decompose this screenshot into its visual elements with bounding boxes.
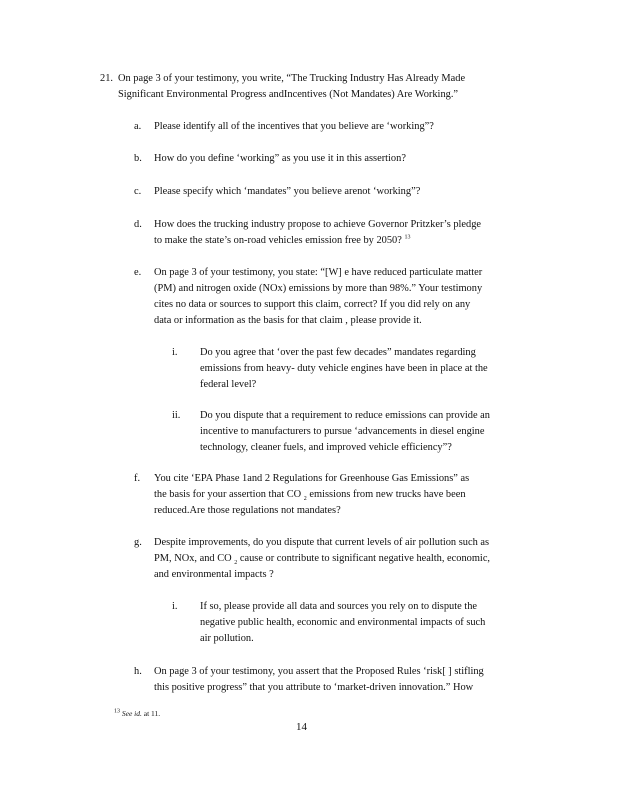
sub-question-label: i. (172, 347, 178, 358)
sub-question-text (154, 471, 529, 519)
sub-question-text (154, 265, 529, 329)
sub-question-line: (PM) and nitrogen oxide (NOx) emissions by more than 98%.” Your testimony (154, 283, 483, 294)
subscript: 2 (234, 560, 238, 567)
sub-question-line: On page 3 of your testimony, you assert that the Proposed Rules ‘risk[ ] stifling (154, 666, 484, 677)
sub-question-line: this positive progress” that you attribute to ‘market-driven innovation.” How (154, 682, 474, 693)
sub-question-text (200, 408, 530, 456)
sub-question-line-text: emissions from new trucks have been (309, 489, 466, 500)
sub-question-line: emissions from heavy- duty vehicle engines have been in place at the (200, 363, 488, 374)
sub-question-label: h. (134, 666, 142, 677)
subscript: 2 (303, 496, 307, 503)
sub-question-line: Do you dispute that a requirement to reduce emissions can provide an (200, 410, 490, 421)
footnote-see: See (121, 709, 133, 718)
sub-question-line: incentive to manufacturers to pursue ‘advancements in diesel engine (200, 426, 485, 437)
footnote-reference: 13 (404, 234, 411, 241)
sub-question-line: How does the trucking industry propose to achieve Governor Pritzker’s pledge (154, 219, 482, 230)
sub-question-line: On page 3 of your testimony, you state: “[W] e have reduced particulate matter (154, 267, 483, 278)
question-text (118, 71, 523, 103)
sub-question-label: a. (134, 121, 142, 132)
sub-question-label: e. (134, 267, 142, 278)
question-line: On page 3 of your testimony, you write, “The Trucking Industry Has Already Made (118, 73, 466, 84)
question-line: Significant Environmental Progress andIncentives (Not Mandates) Are Working.” (118, 89, 459, 100)
sub-question-line (154, 233, 529, 249)
sub-question-line-text: to make the state’s on-road vehicles emission free by 2050? (154, 235, 402, 246)
footnote-number: 13 (114, 708, 120, 715)
sub-question-text (154, 664, 529, 696)
footnote-id: id. (134, 709, 142, 718)
sub-question-line-text: the basis for your assertion that CO (154, 489, 302, 500)
sub-question-text (154, 535, 542, 583)
footnote (114, 709, 160, 719)
sub-question-line: If so, please provide all data and sources you rely on to dispute the (200, 601, 478, 612)
sub-question-label: ii. (172, 410, 181, 421)
sub-question-line: Despite improvements, do you dispute that current levels of air pollution such as (154, 537, 490, 548)
sub-question-text (154, 217, 529, 249)
sub-question-line: technology, cleaner fuels, and improved vehicle efficiency”? (200, 442, 452, 453)
sub-question-line: Please identify all of the incentives that you believe are ‘working”? (154, 121, 434, 132)
sub-question-line: How do you define ‘working” as you use it in this assertion? (154, 153, 406, 164)
sub-question-line: air pollution. (200, 633, 254, 644)
page-number: 14 (296, 721, 307, 733)
sub-question-line: You cite ‘EPA Phase 1and 2 Regulations for Greenhouse Gas Emissions” as (154, 473, 470, 484)
sub-question-line: Do you agree that ‘over the past few decades” mandates regarding (200, 347, 476, 358)
sub-question-line-text: cause or contribute to significant negative health, economic, (239, 553, 491, 564)
sub-question-line: and environmental impacts ? (154, 569, 274, 580)
sub-question-label: i. (172, 601, 178, 612)
sub-question-label: g. (134, 537, 142, 548)
sub-question-line: federal level? (200, 379, 257, 390)
sub-question-text (200, 599, 530, 647)
sub-question-label: f. (134, 473, 141, 484)
footnote-text: at 11. (143, 709, 161, 718)
sub-question-text (154, 119, 529, 135)
question-number: 21. (100, 73, 113, 84)
sub-question-line: negative public health, economic and environmental impacts of such (200, 617, 486, 628)
sub-question-line: cites no data or sources to support this claim, correct? If you did rely on any (154, 299, 471, 310)
sub-question-line: Please specify which ‘mandates” you believe arenot ‘working”? (154, 186, 421, 197)
sub-question-line (154, 487, 529, 503)
sub-question-label: c. (134, 186, 142, 197)
sub-question-line-text: PM, NOx, and CO (154, 553, 232, 564)
sub-question-label: b. (134, 153, 142, 164)
sub-question-text (200, 345, 530, 393)
sub-question-label: d. (134, 219, 142, 230)
sub-question-line: data or information as the basis for that claim , please provide it. (154, 315, 422, 326)
sub-question-text (154, 151, 529, 167)
sub-question-text (154, 184, 529, 200)
sub-question-line (154, 551, 542, 567)
sub-question-line: reduced.Are those regulations not mandates? (154, 505, 341, 516)
